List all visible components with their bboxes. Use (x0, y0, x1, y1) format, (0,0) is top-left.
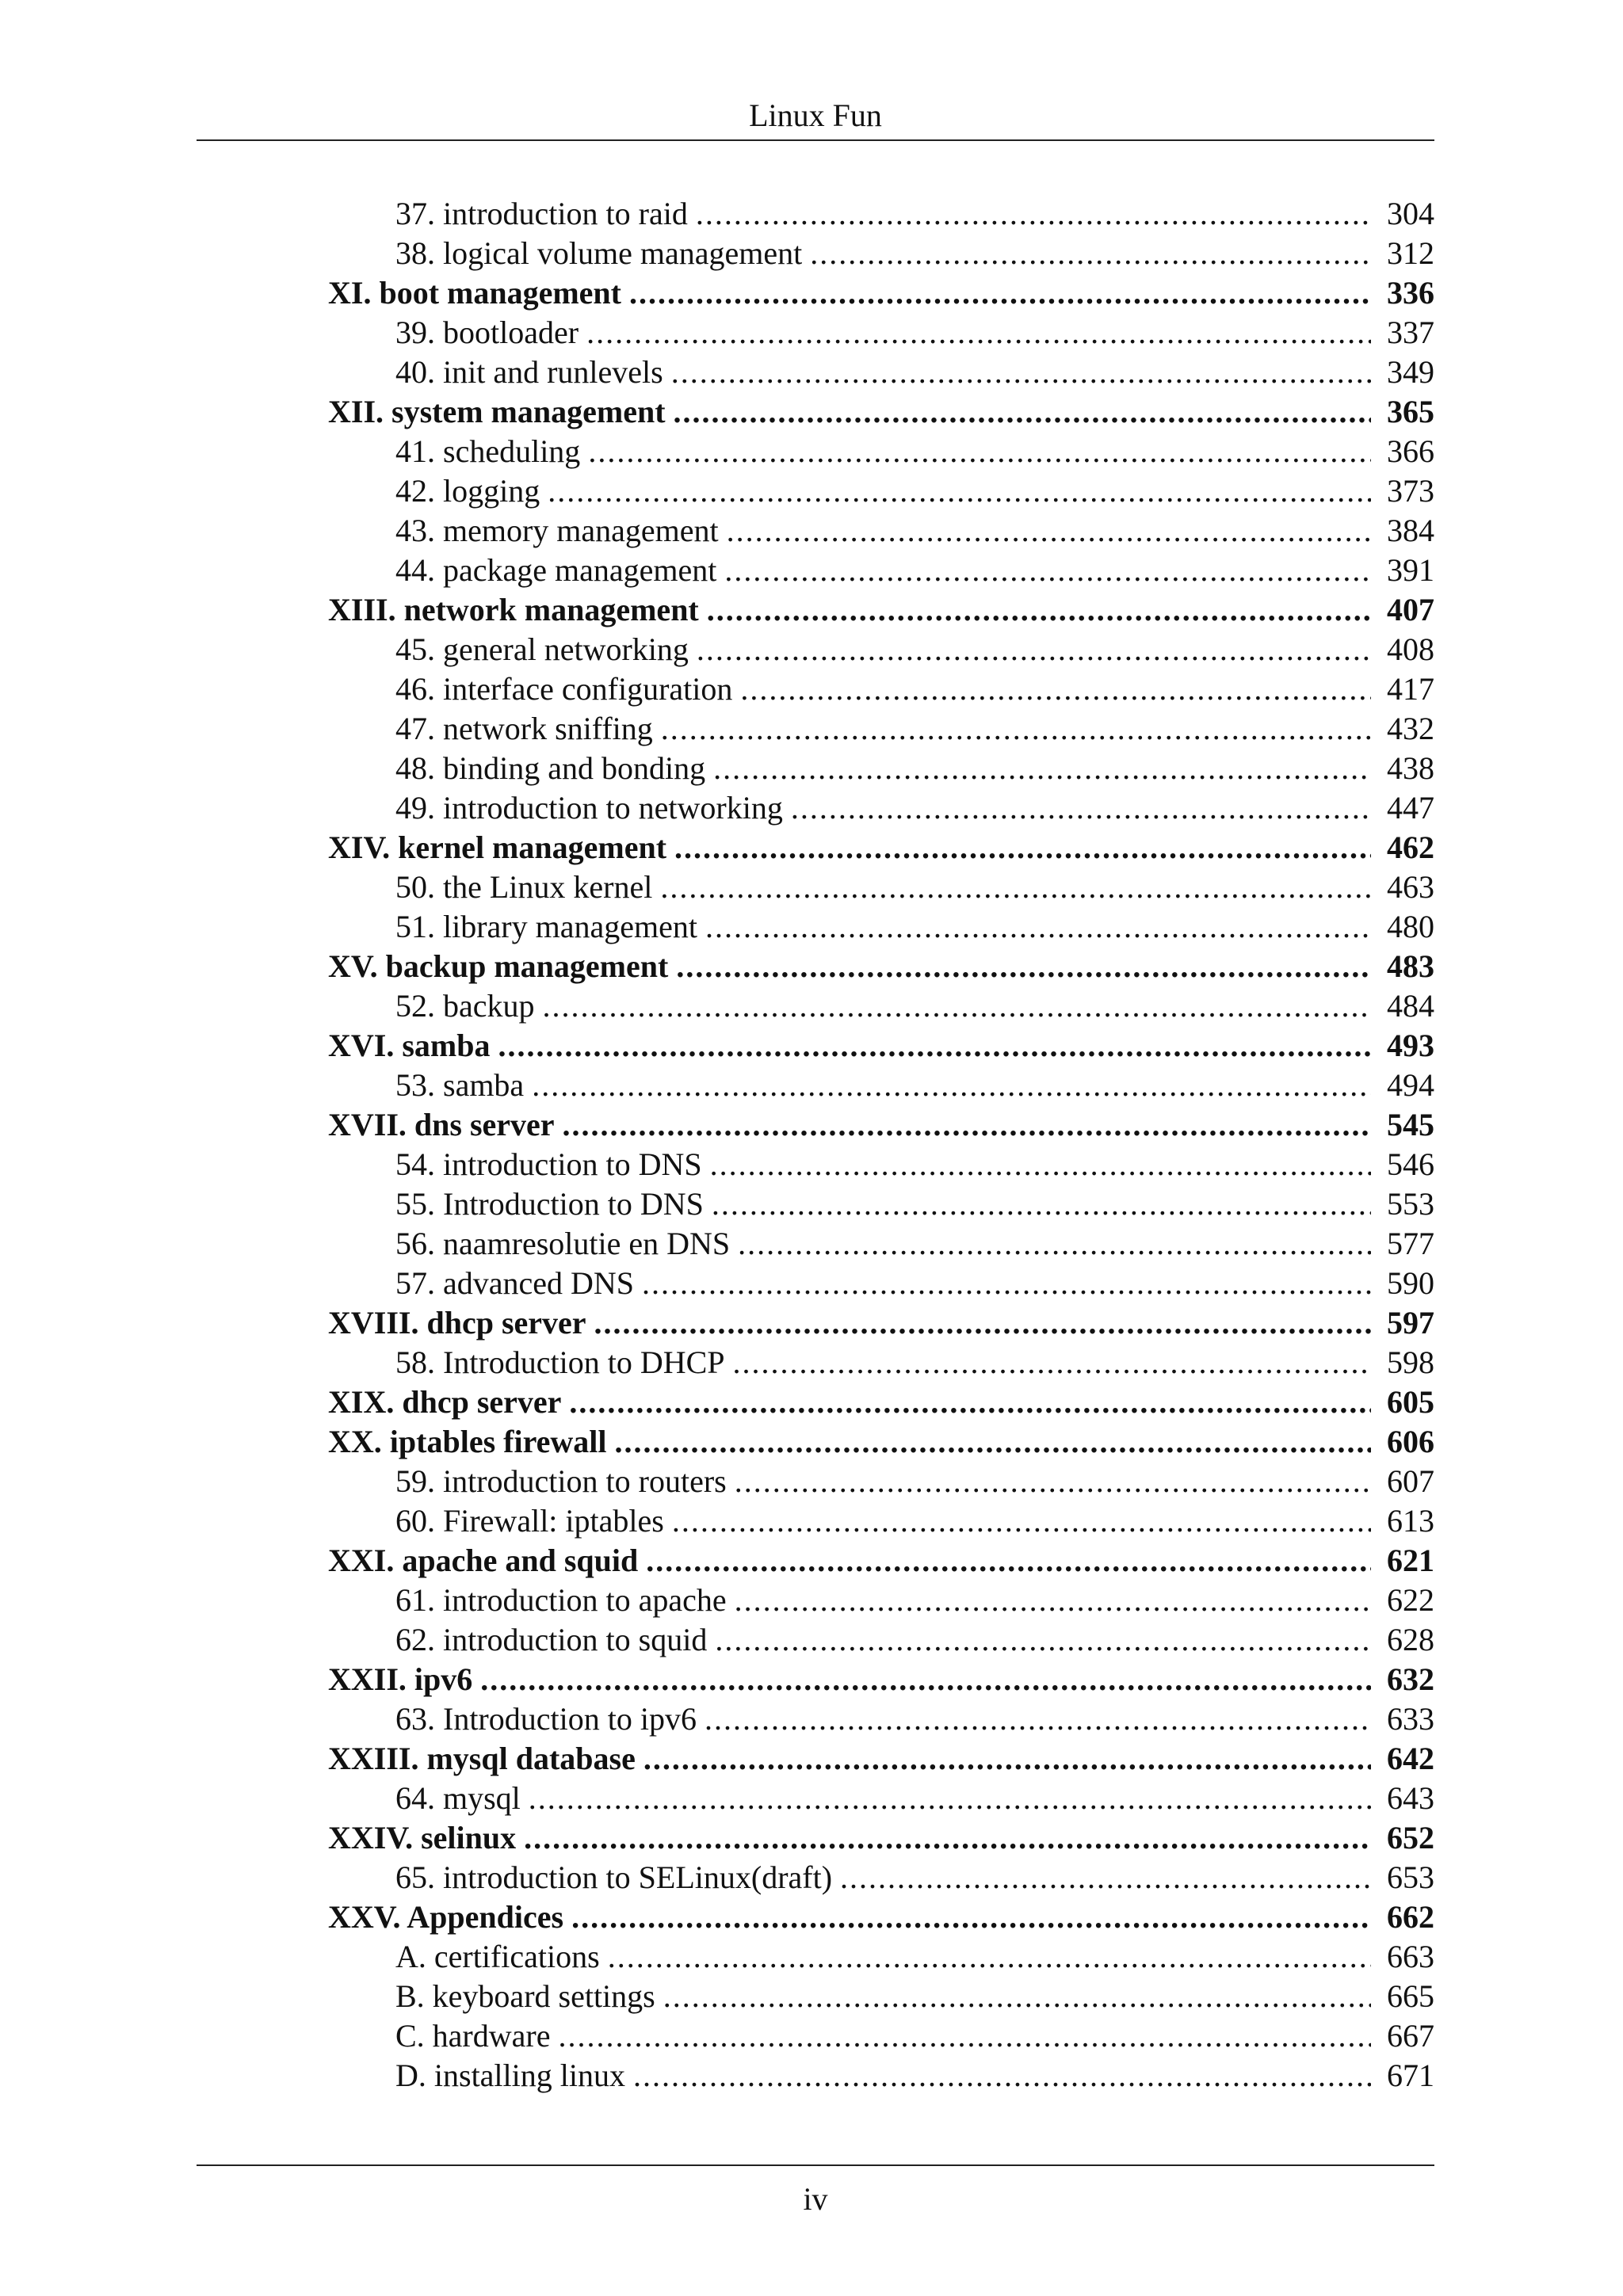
toc-chapter-entry[interactable] (328, 511, 1434, 551)
toc-dot-leader (646, 1541, 1371, 1581)
toc-dot-leader (498, 1026, 1371, 1066)
toc-entry-page: 577 (1387, 1226, 1434, 1261)
toc-entry-title: 40. init and runlevels (395, 354, 663, 390)
toc-entry-title: 50. the Linux kernel (395, 869, 653, 905)
toc-entry-page: 632 (1387, 1661, 1434, 1697)
toc-dot-leader (543, 986, 1371, 1026)
toc-part-entry[interactable] (328, 1422, 1434, 1462)
toc-dot-leader (532, 1066, 1371, 1105)
toc-entry-title: C. hardware (395, 2018, 551, 2054)
toc-entry-page: 447 (1387, 790, 1434, 826)
toc-entry-page: 671 (1387, 2058, 1434, 2093)
toc-entry-page: 494 (1387, 1067, 1434, 1103)
toc-part-entry[interactable] (328, 1303, 1434, 1343)
toc-entry-title: 42. logging (395, 473, 540, 509)
toc-part-entry[interactable] (328, 1739, 1434, 1779)
toc-chapter-entry[interactable] (328, 907, 1434, 947)
toc-dot-leader (696, 194, 1371, 234)
toc-chapter-entry[interactable] (328, 2056, 1434, 2096)
toc-chapter-entry[interactable] (328, 432, 1434, 471)
toc-entry-page: 598 (1387, 1344, 1434, 1380)
table-of-contents (328, 194, 1434, 2096)
toc-dot-leader (558, 2016, 1371, 2056)
toc-entry-page: 373 (1387, 473, 1434, 509)
toc-part-entry[interactable] (328, 273, 1434, 313)
toc-entry-page: 642 (1387, 1741, 1434, 1776)
toc-entry-page: 653 (1387, 1859, 1434, 1895)
toc-dot-leader (480, 1660, 1371, 1699)
toc-dot-leader (733, 1343, 1371, 1383)
toc-entry-page: 622 (1387, 1582, 1434, 1618)
page-number: iv (803, 2181, 828, 2217)
toc-chapter-entry[interactable] (328, 194, 1434, 234)
toc-entry-title: 55. Introduction to DNS (395, 1186, 704, 1222)
toc-part-entry[interactable] (328, 1026, 1434, 1066)
toc-entry-page: 493 (1387, 1028, 1434, 1063)
toc-entry-title: 53. samba (395, 1067, 525, 1103)
toc-entry-title: D. installing linux (395, 2058, 625, 2093)
toc-part-entry[interactable] (328, 1105, 1434, 1145)
toc-chapter-entry[interactable] (328, 2016, 1434, 2056)
toc-part-entry[interactable] (328, 1541, 1434, 1581)
toc-entry-page: 336 (1387, 275, 1434, 311)
toc-dot-leader (594, 1303, 1371, 1343)
toc-entry-title: XXIII. mysql database (328, 1741, 636, 1776)
toc-dot-leader (569, 1383, 1371, 1422)
toc-entry-title: B. keyboard settings (395, 1978, 655, 2014)
toc-entry-page: 665 (1387, 1978, 1434, 2014)
toc-entry-page: 553 (1387, 1186, 1434, 1222)
toc-entry-title: 49. introduction to networking (395, 790, 783, 826)
toc-dot-leader (735, 1581, 1371, 1620)
toc-chapter-entry[interactable] (328, 788, 1434, 828)
toc-entry-page: 462 (1387, 830, 1434, 865)
toc-chapter-entry[interactable] (328, 1858, 1434, 1897)
toc-dot-leader (672, 1501, 1371, 1541)
toc-part-entry[interactable] (328, 828, 1434, 868)
toc-entry-title: 63. Introduction to ipv6 (395, 1701, 697, 1737)
toc-entry-title: XXIV. selinux (328, 1820, 517, 1855)
toc-entry-title: XII. system management (328, 394, 666, 429)
toc-entry-title: 62. introduction to squid (395, 1622, 708, 1657)
toc-entry-title: A. certifications (395, 1939, 600, 1974)
toc-entry-title: XV. backup management (328, 948, 669, 984)
toc-dot-leader (671, 353, 1371, 392)
toc-chapter-entry[interactable] (328, 1977, 1434, 2016)
toc-entry-title: 44. package management (395, 552, 717, 588)
toc-entry-page: 438 (1387, 750, 1434, 786)
toc-entry-title: 46. interface configuration (395, 671, 733, 707)
toc-dot-leader (588, 432, 1371, 471)
toc-entry-page: 365 (1387, 394, 1434, 429)
toc-entry-title: XIV. kernel management (328, 830, 667, 865)
toc-chapter-entry[interactable] (328, 1184, 1434, 1224)
toc-dot-leader (724, 551, 1371, 590)
toc-entry-page: 384 (1387, 513, 1434, 548)
toc-entry-page: 391 (1387, 552, 1434, 588)
toc-entry-page: 546 (1387, 1146, 1434, 1182)
toc-entry-page: 643 (1387, 1780, 1434, 1816)
toc-part-entry[interactable] (328, 1660, 1434, 1699)
toc-entry-page: 605 (1387, 1384, 1434, 1420)
toc-dot-leader (810, 234, 1371, 273)
toc-entry-title: XVII. dns server (328, 1107, 555, 1142)
toc-entry-title: 61. introduction to apache (395, 1582, 727, 1618)
toc-entry-page: 662 (1387, 1899, 1434, 1935)
toc-chapter-entry[interactable] (328, 1066, 1434, 1105)
toc-dot-leader (633, 2056, 1371, 2096)
toc-entry-title: 43. memory management (395, 513, 719, 548)
toc-entry-page: 349 (1387, 354, 1434, 390)
toc-chapter-entry[interactable] (328, 1581, 1434, 1620)
toc-entry-title: XXV. Appendices (328, 1899, 564, 1935)
toc-chapter-entry[interactable] (328, 313, 1434, 353)
toc-entry-page: 613 (1387, 1503, 1434, 1539)
toc-entry-page: 607 (1387, 1463, 1434, 1499)
toc-dot-leader (705, 907, 1371, 947)
toc-chapter-entry[interactable] (328, 1699, 1434, 1739)
toc-chapter-entry[interactable] (328, 1779, 1434, 1818)
toc-entry-page: 480 (1387, 909, 1434, 944)
toc-entry-title: 59. introduction to routers (395, 1463, 727, 1499)
toc-chapter-entry[interactable] (328, 234, 1434, 273)
toc-dot-leader (674, 828, 1371, 868)
toc-entry-page: 590 (1387, 1265, 1434, 1301)
toc-dot-leader (548, 471, 1371, 511)
toc-part-entry[interactable] (328, 392, 1434, 432)
toc-dot-leader (735, 1462, 1371, 1501)
toc-entry-page: 652 (1387, 1820, 1434, 1855)
toc-entry-title: XIII. network management (328, 592, 699, 627)
toc-entry-title: 65. introduction to SELinux(draft) (395, 1859, 833, 1895)
toc-entry-page: 337 (1387, 315, 1434, 350)
toc-dot-leader (697, 630, 1371, 669)
toc-chapter-entry[interactable] (328, 669, 1434, 709)
toc-chapter-entry[interactable] (328, 551, 1434, 590)
toc-part-entry[interactable] (328, 590, 1434, 630)
toc-dot-leader (608, 1937, 1371, 1977)
toc-chapter-entry[interactable] (328, 1501, 1434, 1541)
toc-entry-title: 38. logical volume management (395, 235, 803, 271)
toc-entry-title: 47. network sniffing (395, 711, 653, 746)
toc-entry-page: 484 (1387, 988, 1434, 1024)
footer-rule (197, 2164, 1434, 2166)
toc-chapter-entry[interactable] (328, 1145, 1434, 1184)
toc-part-entry[interactable] (328, 1897, 1434, 1937)
toc-entry-title: 58. Introduction to DHCP (395, 1344, 725, 1380)
toc-chapter-entry[interactable] (328, 471, 1434, 511)
toc-dot-leader (614, 1422, 1371, 1462)
toc-part-entry[interactable] (328, 1383, 1434, 1422)
toc-entry-title: 64. mysql (395, 1780, 521, 1816)
toc-chapter-entry[interactable] (328, 1462, 1434, 1501)
toc-entry-title: XVIII. dhcp server (328, 1305, 586, 1341)
toc-dot-leader (710, 1145, 1371, 1184)
toc-chapter-entry[interactable] (328, 709, 1434, 749)
toc-dot-leader (529, 1779, 1371, 1818)
toc-dot-leader (676, 947, 1371, 986)
toc-entry-page: 597 (1387, 1305, 1434, 1341)
toc-dot-leader (660, 868, 1371, 907)
toc-entry-page: 463 (1387, 869, 1434, 905)
toc-entry-page: 606 (1387, 1424, 1434, 1459)
toc-dot-leader (712, 1184, 1371, 1224)
toc-dot-leader (571, 1897, 1371, 1937)
toc-entry-title: 48. binding and bonding (395, 750, 706, 786)
toc-entry-page: 366 (1387, 433, 1434, 469)
toc-entry-page: 545 (1387, 1107, 1434, 1142)
running-header: Linux Fun (749, 97, 882, 133)
toc-dot-leader (840, 1858, 1371, 1897)
toc-dot-leader (629, 273, 1371, 313)
toc-entry-page: 621 (1387, 1543, 1434, 1578)
toc-dot-leader (791, 788, 1371, 828)
toc-dot-leader (663, 1977, 1371, 2016)
toc-dot-leader (707, 590, 1371, 630)
toc-chapter-entry[interactable] (328, 749, 1434, 788)
toc-entry-page: 417 (1387, 671, 1434, 707)
toc-entry-page: 663 (1387, 1939, 1434, 1974)
toc-chapter-entry[interactable] (328, 1264, 1434, 1303)
toc-chapter-entry[interactable] (328, 1224, 1434, 1264)
toc-chapter-entry[interactable] (328, 1620, 1434, 1660)
toc-entry-title: 60. Firewall: iptables (395, 1503, 664, 1539)
toc-dot-leader (643, 1739, 1371, 1779)
toc-entry-page: 667 (1387, 2018, 1434, 2054)
toc-part-entry[interactable] (328, 1818, 1434, 1858)
toc-dot-leader (740, 669, 1371, 709)
toc-entry-title: 39. bootloader (395, 315, 579, 350)
toc-dot-leader (524, 1818, 1371, 1858)
toc-entry-title: 41. scheduling (395, 433, 581, 469)
toc-entry-page: 633 (1387, 1701, 1434, 1737)
toc-entry-page: 304 (1387, 196, 1434, 231)
toc-entry-title: 56. naamresolutie en DNS (395, 1226, 731, 1261)
toc-entry-title: XIX. dhcp server (328, 1384, 562, 1420)
toc-entry-title: XI. boot management (328, 275, 621, 311)
toc-chapter-entry[interactable] (328, 986, 1434, 1026)
toc-entry-page: 432 (1387, 711, 1434, 746)
toc-entry-title: 37. introduction to raid (395, 196, 688, 231)
toc-dot-leader (713, 749, 1371, 788)
toc-entry-page: 407 (1387, 592, 1434, 627)
toc-entry-title: 54. introduction to DNS (395, 1146, 702, 1182)
toc-entry-page: 312 (1387, 235, 1434, 271)
toc-entry-title: 51. library management (395, 909, 697, 944)
toc-part-entry[interactable] (328, 947, 1434, 986)
header-rule (197, 139, 1434, 141)
toc-entry-title: 57. advanced DNS (395, 1265, 635, 1301)
toc-entry-title: XXI. apache and squid (328, 1543, 639, 1578)
toc-dot-leader (642, 1264, 1371, 1303)
toc-entry-title: 52. backup (395, 988, 535, 1024)
toc-dot-leader (715, 1620, 1371, 1660)
toc-chapter-entry[interactable] (328, 1937, 1434, 1977)
toc-dot-leader (674, 392, 1371, 432)
toc-dot-leader (727, 511, 1371, 551)
toc-entry-title: XXII. ipv6 (328, 1661, 473, 1697)
toc-entry-page: 483 (1387, 948, 1434, 984)
toc-dot-leader (661, 709, 1371, 749)
toc-chapter-entry[interactable] (328, 353, 1434, 392)
toc-chapter-entry[interactable] (328, 1343, 1434, 1383)
toc-chapter-entry[interactable] (328, 630, 1434, 669)
toc-entry-page: 628 (1387, 1622, 1434, 1657)
toc-entry-title: XX. iptables firewall (328, 1424, 607, 1459)
toc-entry-title: 45. general networking (395, 631, 689, 667)
toc-dot-leader (705, 1699, 1371, 1739)
toc-entry-page: 408 (1387, 631, 1434, 667)
toc-dot-leader (586, 313, 1371, 353)
toc-chapter-entry[interactable] (328, 868, 1434, 907)
toc-dot-leader (563, 1105, 1371, 1145)
toc-dot-leader (738, 1224, 1371, 1264)
toc-entry-title: XVI. samba (328, 1028, 491, 1063)
